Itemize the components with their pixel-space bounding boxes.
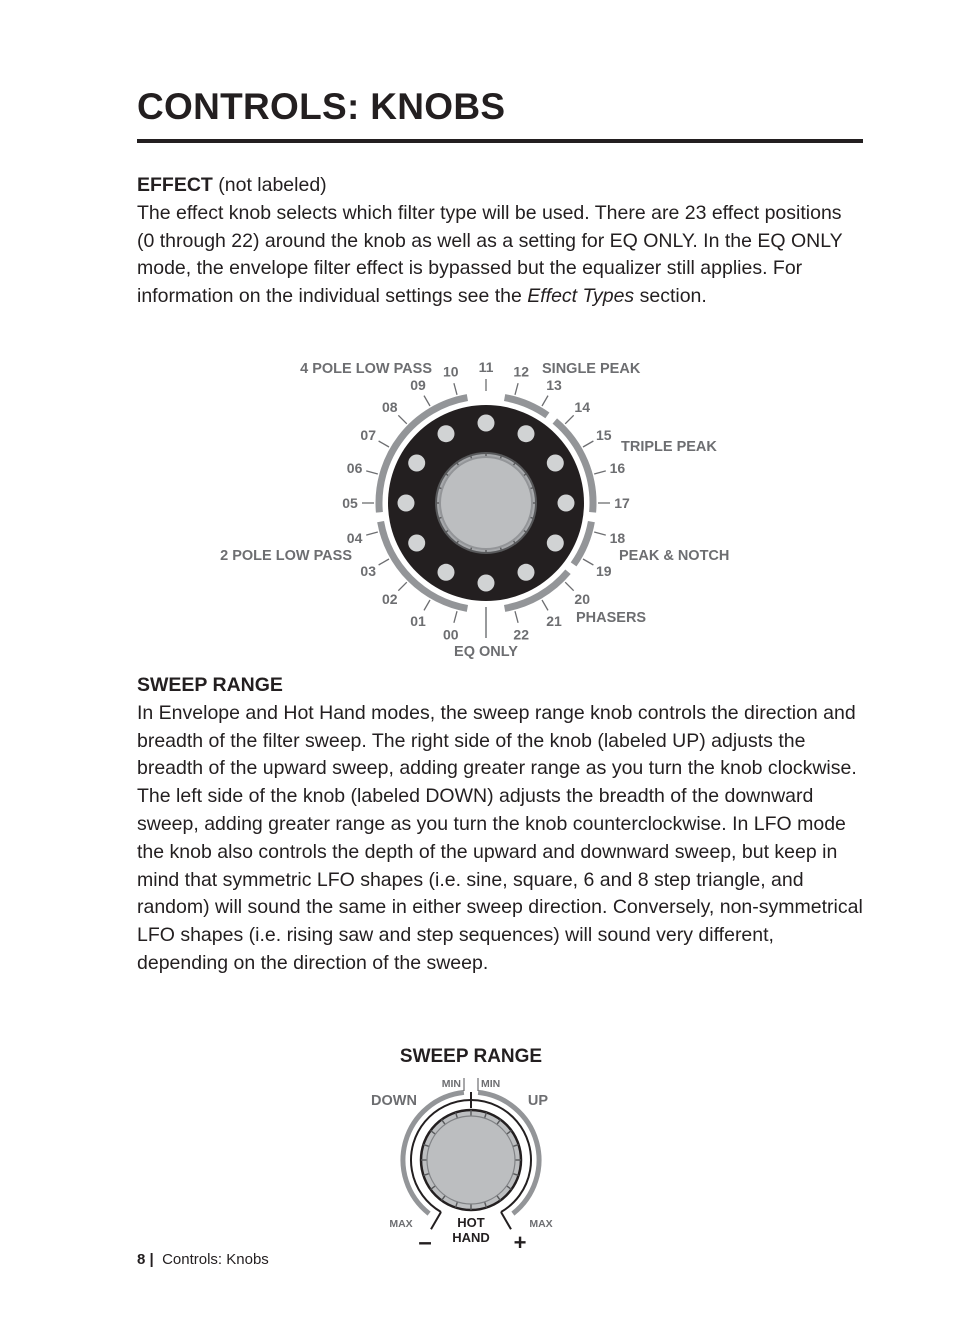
position-number: 16 [609, 459, 626, 476]
knob-dot [438, 425, 455, 442]
position-tick [565, 415, 573, 423]
position-number: 07 [360, 427, 376, 443]
position-tick [454, 611, 457, 623]
page-title: CONTROLS: KNOBS [137, 86, 506, 127]
position-tick [542, 600, 548, 610]
eq-only-label: EQ ONLY [454, 644, 518, 660]
sweep-range-knob-diagram [371, 1046, 553, 1256]
position-number: 17 [614, 495, 630, 511]
position-number: 04 [346, 530, 363, 547]
position-number: 12 [513, 363, 529, 380]
position-tick [454, 383, 457, 395]
position-number: 11 [478, 359, 494, 375]
position-number: 09 [410, 377, 426, 394]
sweep-left-stop [431, 1212, 441, 1229]
position-tick [366, 532, 378, 535]
position-number: 05 [342, 495, 358, 511]
position-number: 00 [443, 626, 459, 643]
position-number: 14 [574, 398, 590, 415]
footer-section-name: Controls: Knobs [162, 1251, 269, 1268]
position-tick [515, 383, 518, 395]
minus-icon: – [418, 1229, 432, 1256]
sweep-right-stop [501, 1212, 511, 1229]
knob-dot [478, 415, 495, 432]
knob-dot [547, 455, 564, 472]
position-number: 03 [360, 563, 376, 579]
position-tick [542, 396, 548, 406]
group-label-triple-peak: TRIPLE PEAK [621, 439, 717, 455]
position-tick [515, 611, 518, 623]
position-number: 21 [546, 612, 562, 629]
sweep-diagram-title: SWEEP RANGE [399, 1046, 543, 1067]
effect-knob-diagram [220, 359, 729, 660]
position-number: 06 [346, 459, 363, 476]
position-tick [424, 396, 430, 406]
effect-body-after: section. [634, 285, 707, 308]
sweep-max-left-label: MAX [389, 1218, 413, 1230]
footer-page-number: 8 [137, 1251, 146, 1268]
group-label-phasers: PHASERS [576, 610, 647, 626]
position-number: 01 [410, 612, 426, 629]
position-number: 13 [546, 377, 562, 394]
position-tick [583, 559, 593, 565]
position-tick [366, 471, 378, 474]
position-number: 18 [609, 530, 626, 547]
knob-dot [408, 535, 425, 552]
effect-heading-note: (not labeled) [212, 174, 327, 196]
sweep-max-right-label: MAX [529, 1218, 553, 1230]
position-number: 10 [443, 363, 459, 380]
position-number: 15 [596, 427, 612, 443]
position-tick [594, 471, 606, 474]
knob-dot [408, 455, 425, 472]
effect-knob-cap [440, 457, 532, 549]
group-label-4-pole-low-pass: 4 POLE LOW PASS [300, 361, 432, 377]
sweep-up-label: UP [527, 1093, 549, 1109]
group-label-peak-and-notch: PEAK & NOTCH [619, 548, 730, 564]
knob-dot [398, 495, 415, 512]
hot-hand-label-line2: HAND [452, 1230, 490, 1245]
effect-types-reference: Effect Types [527, 285, 635, 308]
position-tick [398, 582, 406, 590]
sweep-min-left-label: MIN [441, 1078, 461, 1090]
plus-icon: + [513, 1230, 527, 1255]
position-tick [424, 600, 430, 610]
group-label-2-pole-low-pass: 2 POLE LOW PASS [220, 548, 352, 564]
hot-hand-label-line1: HOT [457, 1215, 485, 1230]
position-tick [594, 532, 606, 535]
sweep-range-heading: SWEEP RANGE [137, 674, 283, 696]
effect-heading: EFFECT [137, 174, 213, 196]
position-number: 19 [596, 563, 612, 579]
position-tick [565, 582, 573, 590]
sweep-knob-inner-cap [427, 1116, 515, 1204]
knob-dot [518, 564, 535, 581]
sweep-range-body: In Envelope and Hot Hand modes, the sweep range knob controls the direction and breadth of the filter sweep. The right side of the knob (labeled UP) adjusts the breadth of the upward sweep, adding greater range as you turn the knob clockwise. The left side of the knob (labeled DOWN) adjusts the breadth of the downward sweep, adding greater range as you turn the knob counterclockwise. In LFO mode the knob also controls the depth of the upward and downward sweep, but keep in mind that symmetric LFO shapes (i.e. sine, square, 6 and 8 step triangle, and random) will sound the same in either sweep direction. Conversely, non-symmetrical LFO shapes (i.e. rising saw and step sequences) will sound very different, depending on the direction of the sweep. [137, 701, 863, 974]
position-tick [379, 441, 389, 447]
position-tick [379, 559, 389, 565]
knob-dot [478, 575, 495, 592]
position-number: 20 [574, 591, 590, 608]
knob-dot [547, 535, 564, 552]
page-footer [137, 1251, 269, 1268]
sweep-min-right-label: MIN [481, 1078, 501, 1090]
position-number: 22 [513, 626, 529, 643]
position-tick [583, 441, 593, 447]
knob-dot [518, 425, 535, 442]
group-label-single-peak: SINGLE PEAK [542, 361, 641, 377]
sweep-down-label: DOWN [371, 1093, 417, 1109]
knob-dot [558, 495, 575, 512]
knob-dot [438, 564, 455, 581]
position-number: 02 [382, 591, 398, 608]
footer-divider: | [149, 1251, 154, 1268]
position-tick [398, 415, 406, 423]
position-number: 08 [382, 398, 398, 415]
effect-body-before: The effect knob selects which filter type will be used. There are 23 effect positions (0 through 22) around the knob as well as a setting for EQ ONLY. In the EQ ONLY mode, the envelope filter effect is bypassed but the equalizer still applies. For information on the individual settings see the [137, 201, 843, 308]
